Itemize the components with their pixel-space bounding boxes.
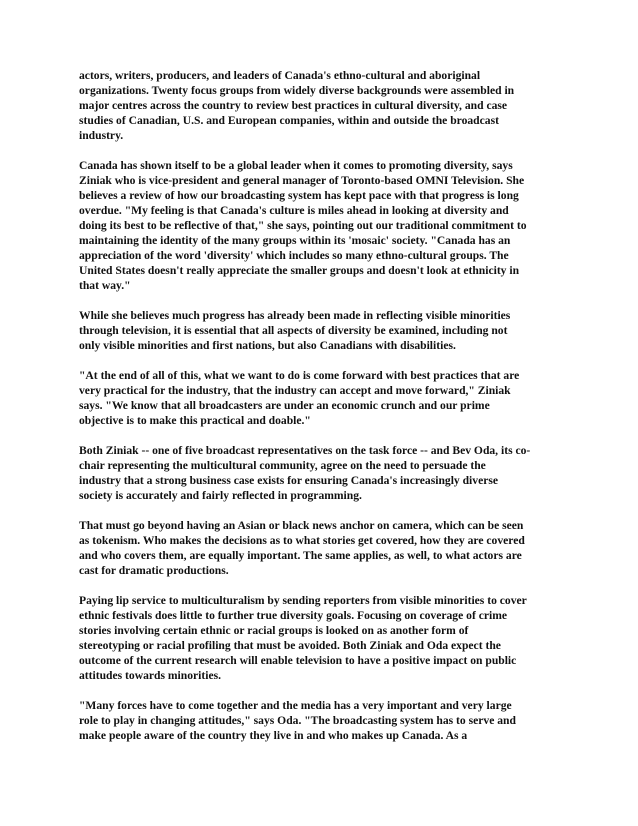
body-paragraph — [79, 593, 567, 683]
body-paragraph — [79, 158, 567, 293]
text-line: very practical for the industry, that the industry can accept and move forward," Ziniak — [79, 384, 511, 397]
text-line: chair representing the multicultural community, agree on the need to persuade the — [79, 459, 486, 472]
text-line: outcome of the current research will enable television to have a positive impact on public — [79, 654, 517, 667]
text-line: believes a review of how our broadcasting system has kept pace with that progress is long — [79, 189, 519, 202]
text-line: While she believes much progress has already been made in reflecting visible minorities — [79, 309, 511, 322]
text-line: major centres across the country to review best practices in cultural diversity, and case — [79, 99, 508, 112]
text-line: appreciation of the word 'diversity' which includes so many ethno-cultural groups. The — [79, 249, 509, 262]
text-line: industry. — [79, 129, 124, 142]
text-line: Both Ziniak -- one of five broadcast representatives on the task force -- and Bev Oda, its co- — [79, 444, 531, 457]
text-line: Paying lip service to multiculturalism by sending reporters from visible minorities to cover — [79, 594, 527, 607]
text-line: Ziniak who is vice-president and general manager of Toronto-based OMNI Television. She — [79, 174, 525, 187]
body-paragraph — [79, 698, 567, 743]
text-line: "At the end of all of this, what we want to do is come forward with best practices that are — [79, 369, 520, 382]
text-line: only visible minorities and first nations, but also Canadians with disabilities. — [79, 339, 456, 352]
body-paragraph — [79, 443, 567, 503]
body-paragraph — [79, 518, 567, 578]
body-paragraph — [79, 308, 567, 353]
document-page — [79, 68, 567, 758]
text-line: industry that a strong business case exists for ensuring Canada's increasingly diverse — [79, 474, 499, 487]
body-paragraph — [79, 368, 567, 428]
text-line: stories involving certain ethnic or racial groups is looked on as another form of — [79, 624, 469, 637]
text-line: says. "We know that all broadcasters are under an economic crunch and our prime — [79, 399, 490, 412]
text-line: stereotyping or racial profiling that must be avoided. Both Ziniak and Oda expect the — [79, 639, 501, 652]
text-line: attitudes towards minorities. — [79, 669, 222, 682]
text-line: organizations. Twenty focus groups from widely diverse backgrounds were assembled in — [79, 84, 515, 97]
text-line: maintaining the identity of the many groups within its 'mosaic' society. "Canada has an — [79, 234, 511, 247]
text-line: studies of Canadian, U.S. and European companies, within and outside the broadcast — [79, 114, 499, 127]
text-line: and who covers them, are equally important. The same applies, as well, to what actors are — [79, 549, 522, 562]
text-line: role to play in changing attitudes," says Oda. "The broadcasting system has to serve and — [79, 714, 516, 727]
text-line: Canada has shown itself to be a global leader when it comes to promoting diversity, says — [79, 159, 513, 172]
text-line: "Many forces have to come together and the media has a very important and very large — [79, 699, 512, 712]
text-line: that way." — [79, 279, 131, 292]
text-line: That must go beyond having an Asian or black news anchor on camera, which can be seen — [79, 519, 524, 532]
text-line: make people aware of the country they live in and who makes up Canada. As a — [79, 729, 468, 742]
text-line: actors, writers, producers, and leaders of Canada's ethno-cultural and aboriginal — [79, 69, 481, 82]
text-line: cast for dramatic productions. — [79, 564, 229, 577]
text-line: society is accurately and fairly reflected in programming. — [79, 489, 362, 502]
text-line: objective is to make this practical and doable." — [79, 414, 311, 427]
text-line: ethnic festivals does little to further true diversity goals. Focusing on coverage of crime — [79, 609, 508, 622]
text-line: United States doesn't really appreciate the smaller groups and doesn't look at ethnicity in — [79, 264, 520, 277]
text-line: through television, it is essential that all aspects of diversity be examined, including not — [79, 324, 508, 337]
text-line: overdue. "My feeling is that Canada's culture is miles ahead in looking at diversity and — [79, 204, 509, 217]
body-paragraph — [79, 68, 567, 143]
text-line: as tokenism. Who makes the decisions as to what stories get covered, how they are covered — [79, 534, 525, 547]
text-line: doing its best to be reflective of that," she says, pointing out our traditional commitment to — [79, 219, 527, 232]
